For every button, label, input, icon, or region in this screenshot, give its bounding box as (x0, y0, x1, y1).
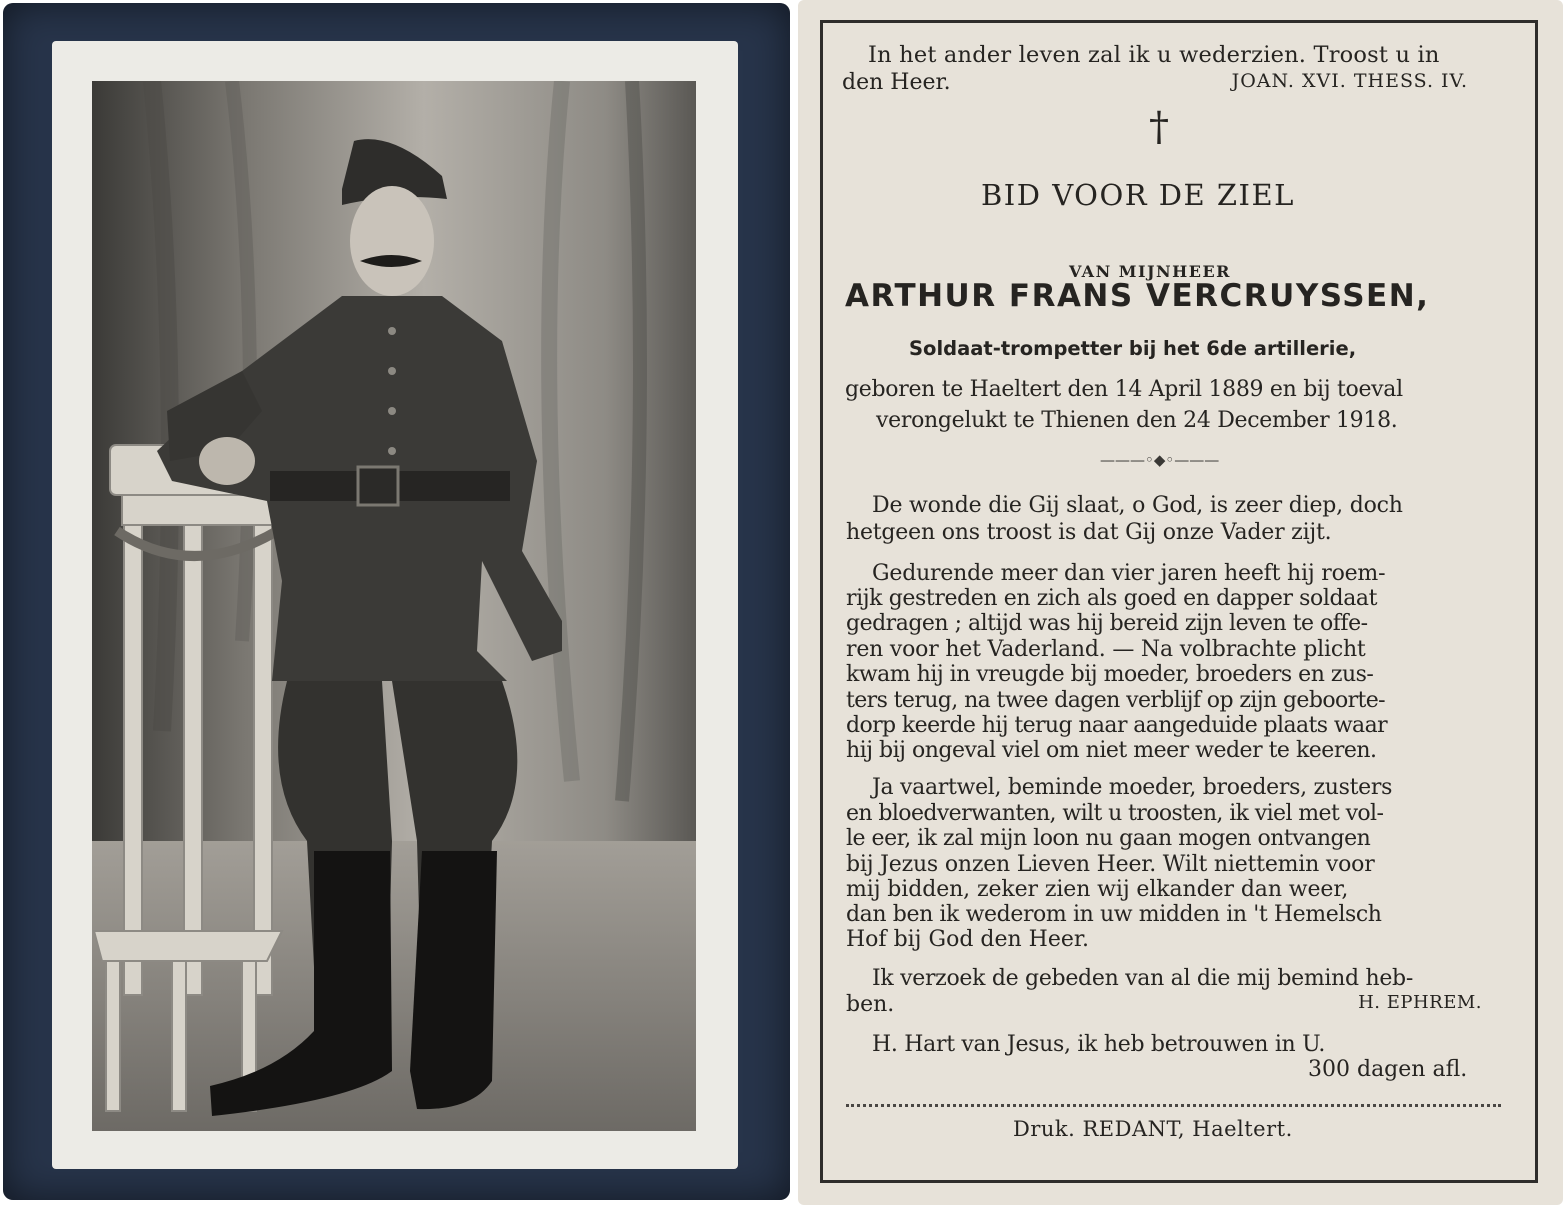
paragraph-3-line: Hof bij God den Heer. (846, 927, 1089, 952)
indulgence-line: 300 dagen afl. (1308, 1057, 1468, 1082)
paragraph-2-line: hij bij ongeval viel om niet meer weder te keeren. (846, 738, 1377, 763)
rank-line: Soldaat-trompetter bij het 6de artillerie, (909, 337, 1357, 360)
paragraph-4-line-2 (846, 992, 1482, 1017)
epigraph-line-2 (842, 70, 1468, 95)
epigraph-source: JOAN. XVI. THESS. IV. (1231, 70, 1468, 92)
birth-line-2: verongelukt te Thienen den 24 December 1918. (876, 408, 1398, 433)
printer-line: Druk. REDANT, Haeltert. (1013, 1117, 1293, 1141)
paragraph-3-line: Ja vaartwel, beminde moeder, broeders, zusters (872, 775, 1393, 800)
paragraph-3-line: dan ben ik wederom in uw midden in 't Hemelsch (846, 902, 1382, 927)
paragraph-1-line: De wonde die Gij slaat, o God, is zeer diep, doch (872, 493, 1403, 518)
deceased-name: ARTHUR FRANS VERCRUYSSEN, (845, 278, 1430, 314)
signature-ephrem: H. EPHREM. (1358, 992, 1482, 1013)
paragraph-3-line: bij Jezus onzen Lieven Heer. Wilt niettemin voor (846, 852, 1375, 877)
paragraph-3-line: le eer, ik zal mijn loon nu gaan mogen ontvangen (846, 826, 1371, 851)
ornament-divider: ———◦◆◦——— (1100, 451, 1220, 469)
paragraph-2-line: ren voor het Vaderland. — Na volbrachte plicht (846, 637, 1366, 662)
soldier-portrait-illustration (92, 81, 696, 1131)
soldier-portrait-photo (92, 81, 696, 1131)
subheading: VAN MIJNHEER (1069, 262, 1231, 281)
paragraph-3-line: mij bidden, zeker zien wij elkander dan weer, (846, 877, 1349, 902)
paragraph-2-line: gedragen ; altijd was hij bereid zijn leven te offe- (846, 611, 1368, 636)
birth-line-1: geboren te Haeltert den 14 April 1889 en bij toeval (845, 377, 1403, 402)
cross-icon: † (1149, 104, 1169, 150)
paragraph-2-line: ters terug, na twee dagen verblijf op zijn geboorte- (846, 688, 1386, 713)
photo-card (3, 3, 790, 1200)
epigraph-line-1: In het ander leven zal ik u wederzien. Troost u in (868, 42, 1440, 68)
paragraph-4-line-2-left: ben. (846, 992, 895, 1017)
paragraph-2-line: dorp keerde hij terug naar aangeduide plaats waar (846, 713, 1387, 738)
paragraph-4-line: Ik verzoek de gebeden van al die mij bemind heb- (872, 966, 1413, 991)
photo-mat (52, 41, 738, 1169)
prayer-line: H. Hart van Jesus, ik heb betrouwen in U. (872, 1032, 1326, 1057)
heading: BID VOOR DE ZIEL (981, 178, 1295, 212)
paragraph-1-line: hetgeen ons troost is dat Gij onze Vader zijt. (846, 520, 1332, 545)
paragraph-2-line: kwam hij in vreugde bij moeder, broeders en zus- (846, 662, 1374, 687)
paragraph-2-line: rijk gestreden en zich als goed en dapper soldaat (846, 586, 1378, 611)
epigraph-line-2-left: den Heer. (842, 70, 951, 95)
dotted-divider (846, 1104, 1501, 1107)
paragraph-3-line: en bloedverwanten, wilt u troosten, ik viel met vol- (846, 801, 1384, 826)
paragraph-2-line: Gedurende meer dan vier jaren heeft hij roem- (872, 561, 1386, 586)
memorial-text-card (798, 0, 1563, 1205)
